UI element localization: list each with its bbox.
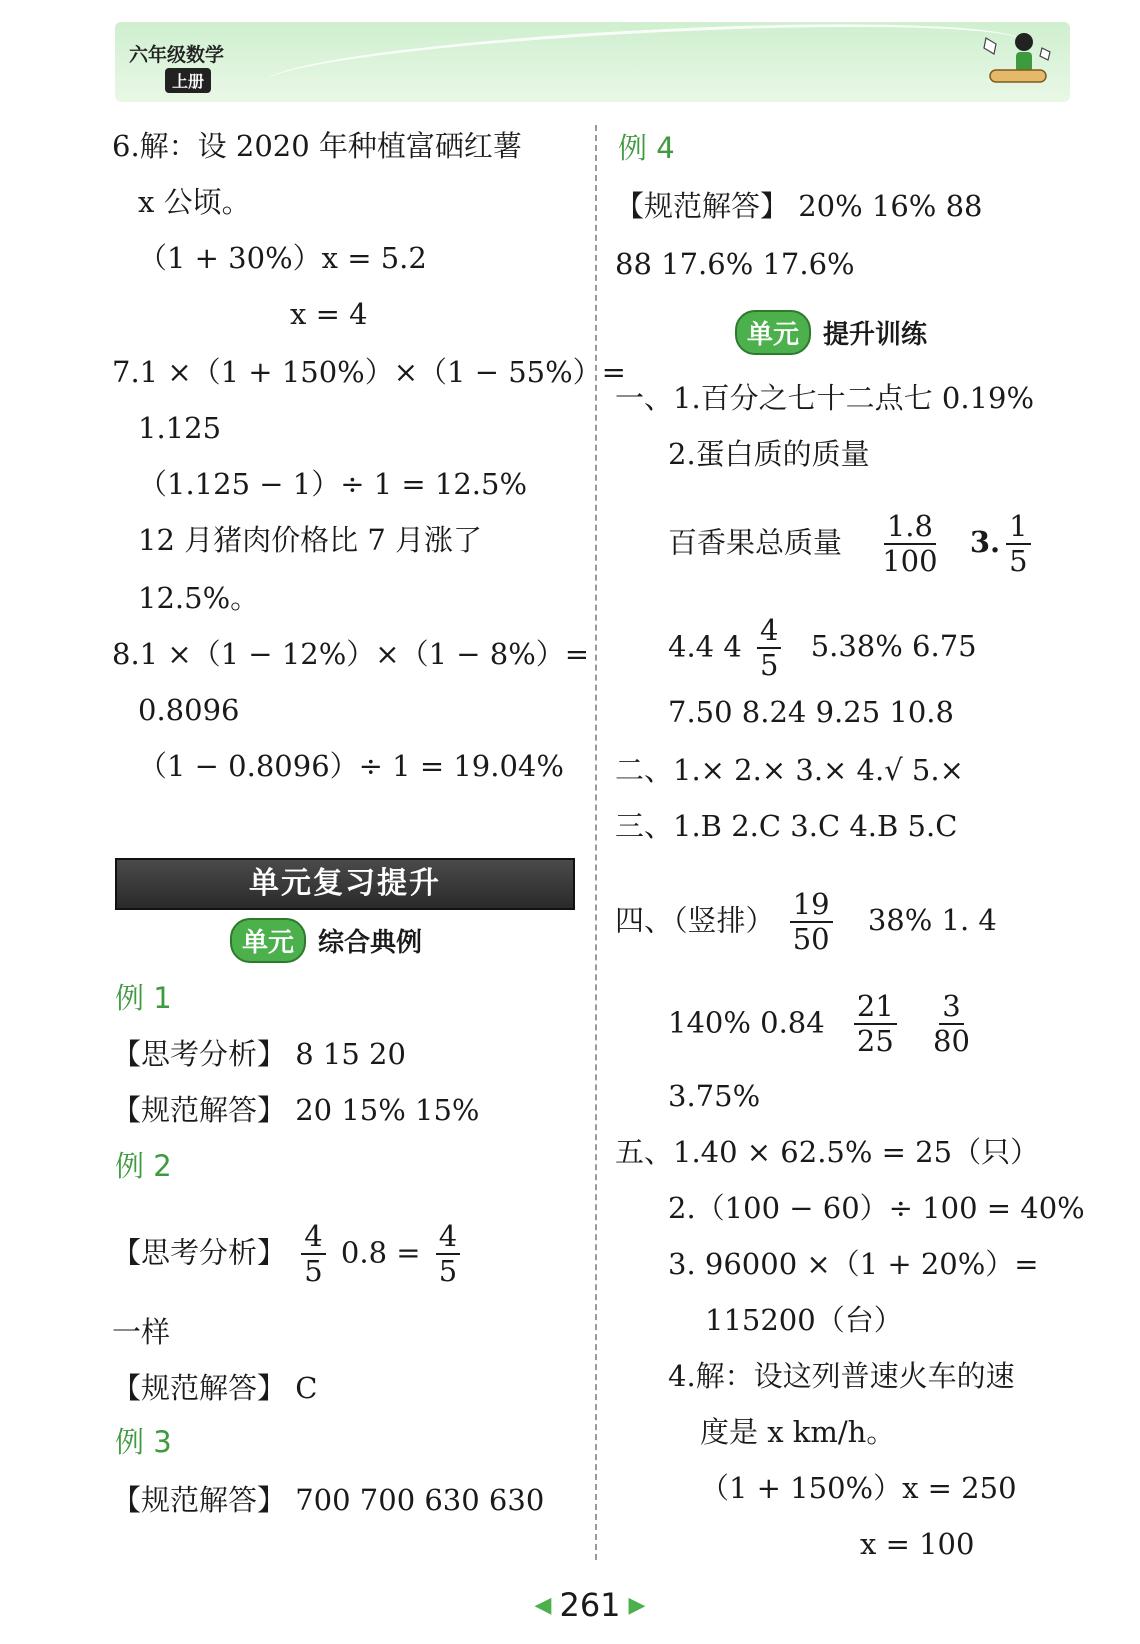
fraction-numerator: 3 bbox=[939, 990, 963, 1025]
fraction bbox=[436, 1220, 460, 1289]
fraction-denominator: 5 bbox=[760, 648, 779, 683]
unit-badge: 单元 bbox=[230, 918, 306, 963]
section-5-item-3a: 3. 96000 ×（1 + 20%）= bbox=[668, 1247, 1039, 1281]
section-5-item-2: 2.（100 − 60）÷ 100 = 40% bbox=[668, 1191, 1085, 1225]
fraction-numerator: 19 bbox=[790, 888, 833, 923]
section-5-item-3b: 115200（台） bbox=[705, 1303, 903, 1337]
section-4-middle: 38% 1. 4 bbox=[867, 903, 997, 938]
fraction-numerator: 1.8 bbox=[884, 510, 936, 545]
fraction-denominator: 5 bbox=[1009, 544, 1028, 579]
q6-line-4: x = 4 bbox=[290, 297, 368, 331]
fraction-denominator: 25 bbox=[856, 1024, 894, 1059]
fraction-denominator: 80 bbox=[933, 1024, 970, 1059]
section-4-row-1 bbox=[615, 888, 997, 957]
example-2-tail: 一样 bbox=[112, 1315, 171, 1349]
fraction bbox=[930, 990, 973, 1059]
section-1-item-4-prefix: 4.4 4 bbox=[668, 629, 742, 664]
fraction-numerator: 1 bbox=[1006, 510, 1030, 545]
fraction-denominator: 100 bbox=[882, 544, 938, 579]
example-2-middle: 0.8 = bbox=[340, 1235, 421, 1270]
section-1-item-1: 一、1.百分之七十二点七 0.19% bbox=[615, 381, 1035, 415]
example-1-answer: 【规范解答】 20 15% 15% bbox=[112, 1093, 480, 1127]
q7-line-2: 1.125 bbox=[138, 411, 222, 445]
example-1-thinking: 【思考分析】 8 15 20 bbox=[112, 1037, 406, 1071]
unit-subtitle: 提升训练 bbox=[823, 320, 928, 350]
q6-line-1: 6.解：设 2020 年种植富硒红薯 bbox=[112, 129, 522, 163]
fraction bbox=[301, 1220, 325, 1289]
example-3-label: 例 3 bbox=[115, 1425, 172, 1459]
section-1-item-4-row bbox=[668, 614, 977, 683]
example-2-thinking-prefix: 【思考分析】 bbox=[112, 1235, 287, 1270]
q8-line-2: 0.8096 bbox=[138, 693, 240, 727]
right-arrow-icon: ▶ bbox=[628, 1592, 646, 1618]
section-1-item-4-tail: 5.38% 6.75 bbox=[810, 629, 977, 664]
example-2-thinking bbox=[112, 1220, 466, 1289]
q7-line-5: 12.5%。 bbox=[138, 581, 260, 615]
q6-line-3: （1 + 30%）x = 5.2 bbox=[138, 241, 427, 275]
fraction bbox=[790, 888, 833, 957]
fraction-denominator: 5 bbox=[438, 1254, 458, 1289]
q7-line-3: （1.125 − 1）÷ 1 = 12.5% bbox=[138, 467, 528, 501]
example-4-answer-2: 88 17.6% 17.6% bbox=[615, 247, 855, 281]
section-2-row: 二、1.× 2.× 3.× 4.√ 5.× bbox=[615, 753, 964, 787]
example-4-label: 例 4 bbox=[618, 131, 675, 165]
q8-line-1: 8.1 ×（1 − 12%）×（1 − 8%）= bbox=[112, 637, 590, 671]
header-volume-badge: 上册 bbox=[165, 68, 211, 93]
example-2-label: 例 2 bbox=[115, 1149, 172, 1183]
reading-student-icon bbox=[976, 28, 1056, 98]
section-5-item-1: 五、1.40 × 62.5% = 25（只） bbox=[615, 1135, 1040, 1169]
fraction-denominator: 5 bbox=[304, 1254, 323, 1289]
example-2-answer: 【规范解答】 C bbox=[112, 1371, 318, 1405]
example-3-answer: 【规范解答】 700 700 630 630 bbox=[112, 1483, 545, 1517]
section-5-item-4b: 度是 x km/h。 bbox=[700, 1415, 896, 1449]
section-5-item-4a: 4.解：设这列普速火车的速 bbox=[668, 1359, 1015, 1393]
unit-heading-training bbox=[735, 310, 927, 355]
section-banner: 单元复习提升 bbox=[115, 858, 575, 910]
section-1-item-2-fraction-row bbox=[668, 510, 1037, 579]
column-divider bbox=[595, 125, 597, 1560]
unit-badge: 单元 bbox=[735, 310, 811, 355]
unit-heading-examples bbox=[230, 918, 422, 963]
unit-subtitle: 综合典例 bbox=[318, 928, 423, 958]
page-header bbox=[115, 22, 1070, 102]
header-decoration bbox=[264, 10, 1026, 115]
fraction bbox=[879, 510, 940, 579]
section-3-row: 三、1.B 2.C 3.C 4.B 5.C bbox=[615, 809, 958, 843]
header-title: 六年级数学 bbox=[129, 44, 225, 66]
section-4-row-3: 3.75% bbox=[668, 1079, 761, 1113]
section-1-item-3-prefix: 3. bbox=[969, 525, 1001, 560]
fraction-numerator: 4 bbox=[301, 1220, 325, 1255]
example-4-answer-1: 【规范解答】 20% 16% 88 bbox=[615, 189, 983, 223]
section-4-row-2-prefix: 140% 0.84 bbox=[668, 1005, 825, 1040]
q6-line-2: x 公顷。 bbox=[138, 185, 251, 219]
fraction-numerator: 4 bbox=[757, 614, 781, 649]
page-number: 261 bbox=[559, 1586, 621, 1624]
fraction bbox=[854, 990, 897, 1059]
section-4-prefix: 四、（竖排） bbox=[615, 903, 775, 938]
q7-line-4: 12 月猪肉价格比 7 月涨了 bbox=[138, 523, 483, 557]
fraction bbox=[757, 614, 781, 683]
fraction-numerator: 21 bbox=[854, 990, 897, 1025]
fraction-numerator: 4 bbox=[436, 1220, 460, 1255]
section-1-item-7-row: 7.50 8.24 9.25 10.8 bbox=[668, 695, 954, 729]
section-5-item-4c: （1 + 150%）x = 250 bbox=[700, 1471, 1017, 1505]
left-arrow-icon: ◀ bbox=[534, 1592, 552, 1618]
q8-line-3: （1 − 0.8096）÷ 1 = 19.04% bbox=[138, 749, 564, 783]
section-1-item-2: 2.蛋白质的质量 bbox=[668, 437, 870, 471]
fraction bbox=[1006, 510, 1030, 579]
page-footer bbox=[530, 1585, 650, 1625]
fraction-denominator: 50 bbox=[792, 922, 830, 957]
section-1-item-2-text: 百香果总质量 bbox=[668, 525, 843, 560]
q7-line-1: 7.1 ×（1 + 150%）×（1 − 55%）= bbox=[112, 355, 626, 389]
example-1-label: 例 1 bbox=[115, 981, 172, 1015]
section-4-row-2 bbox=[668, 990, 979, 1059]
section-5-item-4d: x = 100 bbox=[860, 1527, 975, 1561]
